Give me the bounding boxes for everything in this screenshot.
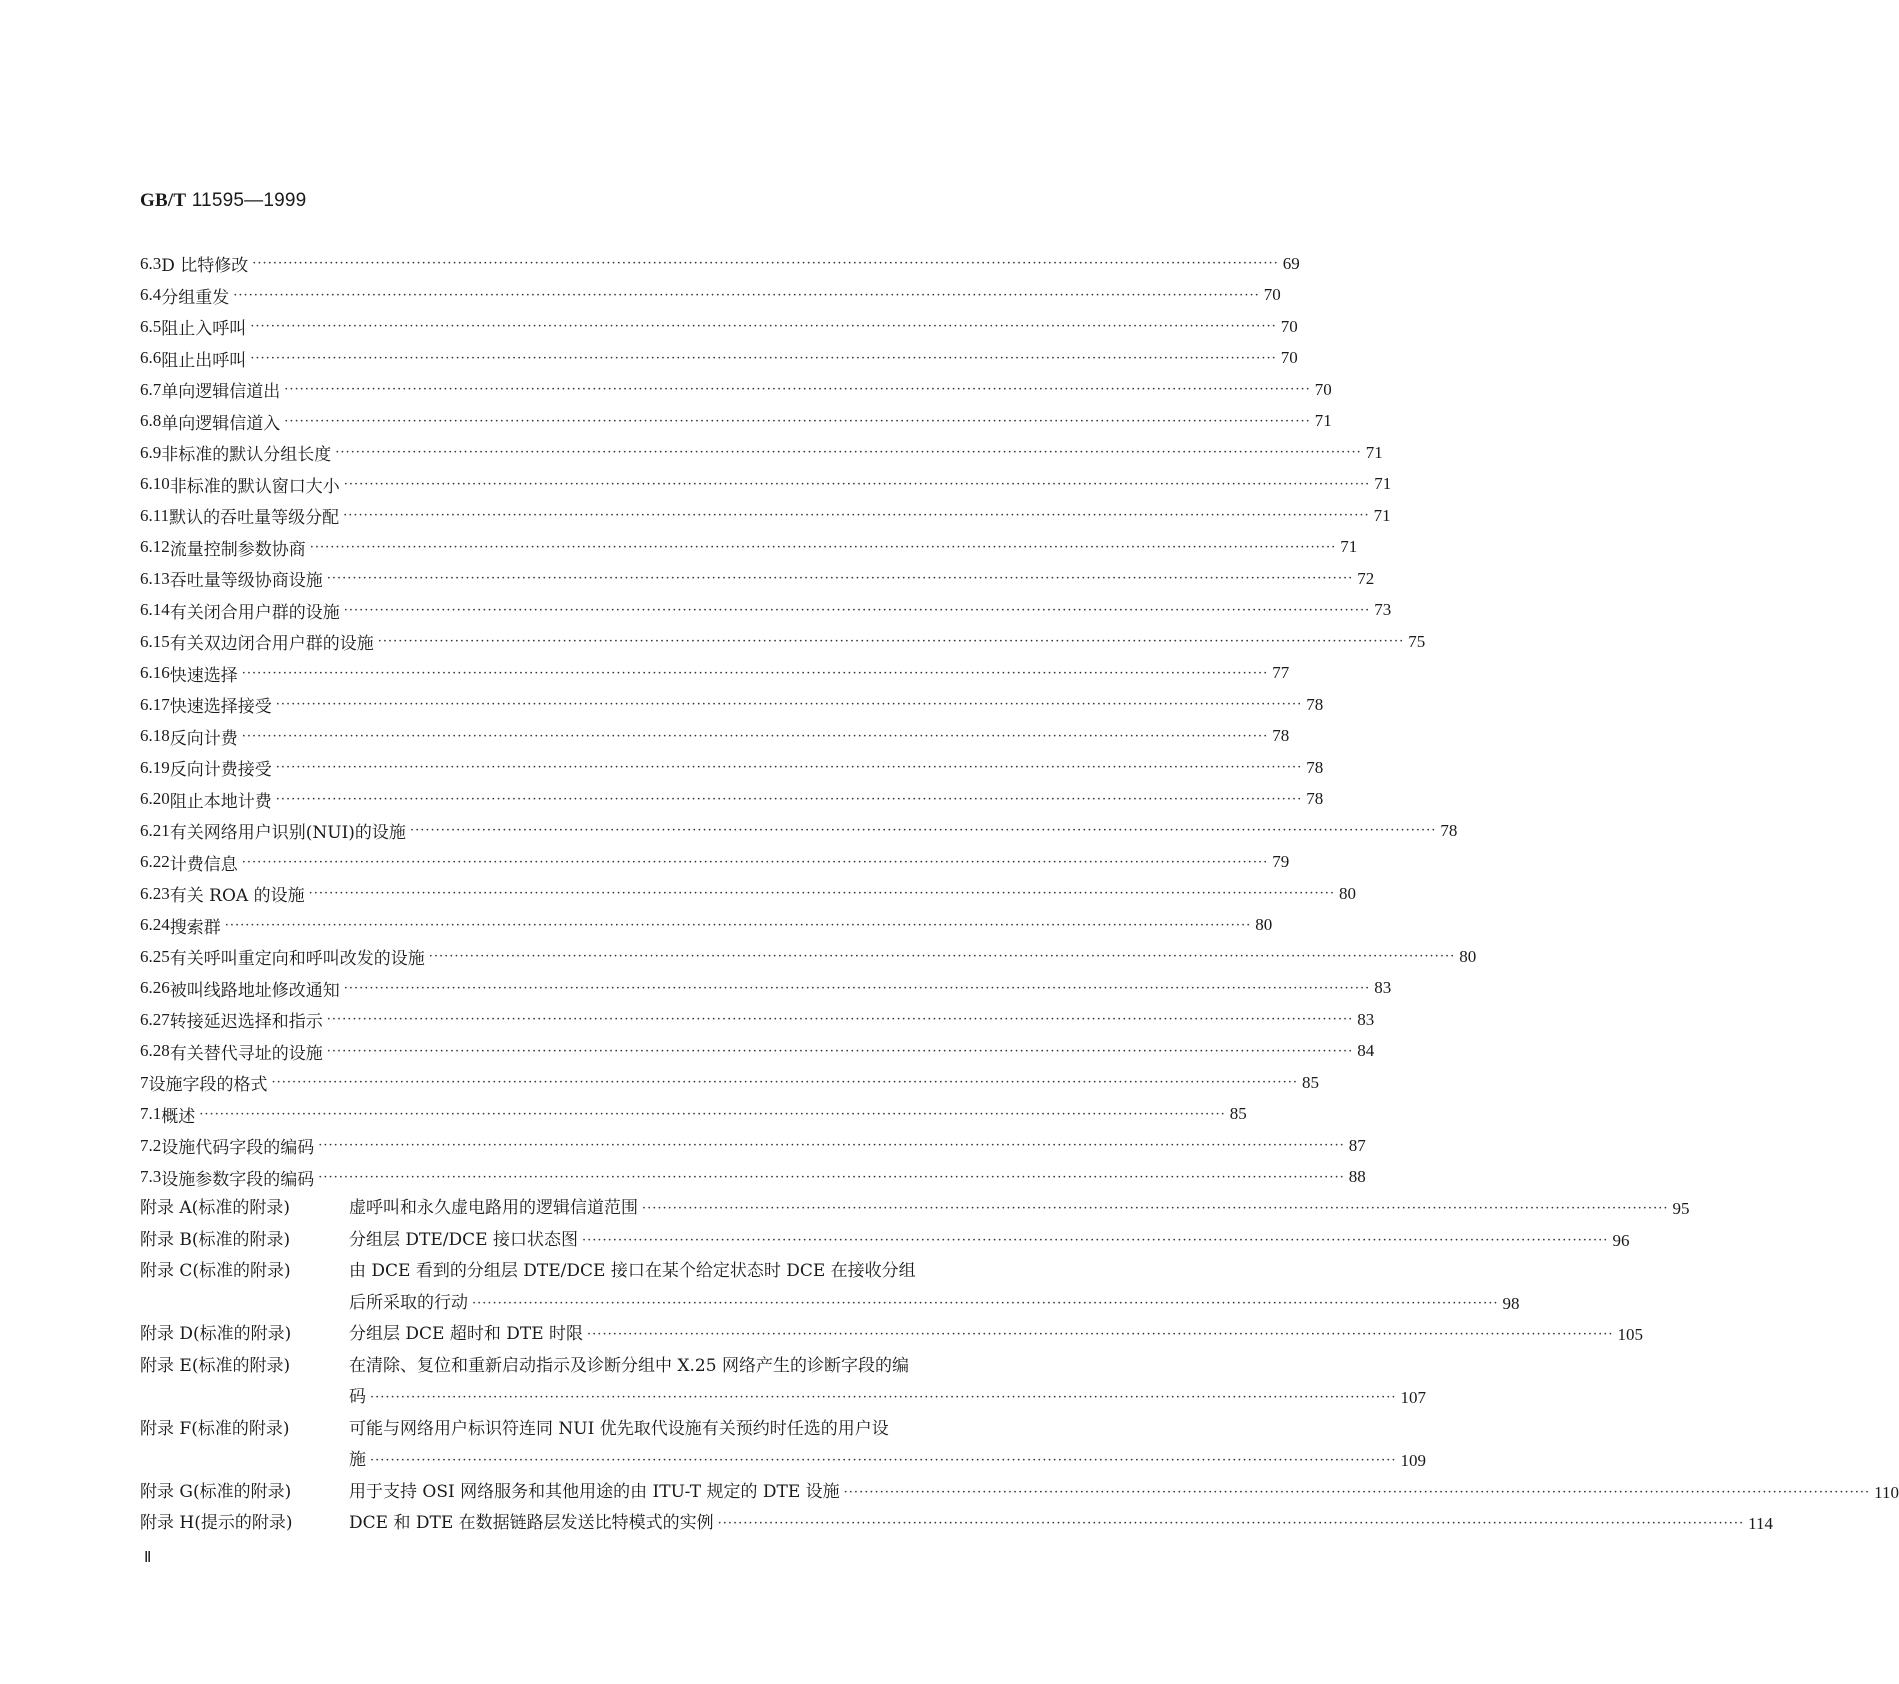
toc-entry[interactable] xyxy=(140,658,1290,690)
dot-leader: ········································································································································································································ xyxy=(241,665,1269,681)
toc-entry-title: 转接延迟选择和指示 xyxy=(169,1012,323,1033)
toc-entry[interactable] xyxy=(140,500,1391,532)
appendix-title: 施 xyxy=(349,1450,366,1470)
toc-entry-number: 6.4 xyxy=(140,285,162,305)
toc-entry-title: 阻止入呼叫 xyxy=(161,319,247,340)
toc-entry-title: 有关呼叫重定向和呼叫改发的设施 xyxy=(169,949,425,970)
appendix-title: DCE 和 DTE 在数据链路层发送比特模式的实例 xyxy=(349,1513,714,1533)
dot-leader: ········································································································································································································ xyxy=(642,1201,1669,1216)
appendix-body xyxy=(349,1477,1899,1509)
dot-leader: ········································································································································································································ xyxy=(335,445,1362,461)
appendix-label: 附录 D(标准的附录) xyxy=(140,1324,292,1344)
toc-entry[interactable] xyxy=(140,973,1392,1005)
dot-leader: ········································································································································································································ xyxy=(326,571,1354,587)
toc-entry-number: 6.7 xyxy=(140,379,162,399)
standard-prefix: GB/T xyxy=(140,190,187,211)
toc-entry-number: 6.12 xyxy=(140,537,170,557)
appendix-page: 107 xyxy=(1400,1388,1426,1407)
dot-leader: ········································································································································································································ xyxy=(343,980,1371,996)
toc-entry-number: 6.24 xyxy=(140,915,170,935)
toc-entry-number: 6.3 xyxy=(140,253,162,273)
toc-entry-page: 78 xyxy=(1272,726,1290,746)
dot-leader: ········································································································································································································ xyxy=(472,1295,1499,1311)
dot-leader: ········································································································································································································ xyxy=(199,1106,1226,1122)
toc-entry-page: 80 xyxy=(1339,883,1357,903)
appendix-page: 109 xyxy=(1400,1451,1426,1470)
standard-code: 11595—1999 xyxy=(186,190,307,211)
toc-entry-title: 有关替代寻址的设施 xyxy=(169,1043,323,1064)
dot-leader: ········································································································································································································ xyxy=(284,413,1311,429)
appendix-title-line xyxy=(349,1351,1426,1383)
appendix-label: 附录 A(标准的附录) xyxy=(140,1198,290,1218)
toc-entry-title: 吞吐量等级协商设施 xyxy=(169,571,323,592)
page-number-footer: Ⅱ xyxy=(144,1550,152,1566)
appendix-entry[interactable] xyxy=(140,1319,1644,1351)
appendix-entry[interactable] xyxy=(140,1477,1899,1509)
toc-entry-page: 78 xyxy=(1306,757,1324,777)
toc-entry-page: 71 xyxy=(1373,505,1391,525)
toc-entry-page: 78 xyxy=(1306,694,1324,714)
toc-entry-number: 6.16 xyxy=(140,663,170,683)
toc-entry-number: 6.28 xyxy=(140,1041,170,1061)
toc-entry-number: 6.11 xyxy=(140,505,170,525)
toc-entry-page: 71 xyxy=(1374,474,1392,494)
toc-entry-page: 84 xyxy=(1357,1041,1375,1061)
appendix-body xyxy=(349,1193,1689,1225)
toc-entry[interactable] xyxy=(140,311,1298,343)
dot-leader: ········································································································································································································ xyxy=(250,350,1277,366)
toc-entry-page: 72 xyxy=(1357,568,1375,588)
appendix-page: 96 xyxy=(1612,1230,1630,1250)
toc-entry-page: 70 xyxy=(1314,379,1332,399)
toc-entry-title: 概述 xyxy=(161,1106,196,1127)
dot-leader: ········································································································································································································ xyxy=(326,1012,1354,1028)
dot-leader: ········································································································································································································ xyxy=(409,823,1437,839)
toc-entry-title: D 比特修改 xyxy=(161,256,249,277)
appendix-page: 110 xyxy=(1874,1482,1899,1502)
document-header xyxy=(140,190,306,212)
appendix-title-line xyxy=(349,1288,1519,1320)
appendix-body xyxy=(349,1508,1773,1540)
appendix-entry[interactable] xyxy=(140,1351,1426,1414)
dot-leader: ········································································································································································································ xyxy=(252,256,1279,272)
toc-entry-title: 有关双边闭合用户群的设施 xyxy=(169,634,374,655)
dot-leader: ········································································································································································································ xyxy=(581,1232,1609,1248)
appendix-body xyxy=(349,1319,1643,1351)
toc-entry[interactable] xyxy=(140,1162,1366,1194)
toc-entry-number: 6.25 xyxy=(140,946,170,966)
appendix-label: 附录 E(标准的附录) xyxy=(140,1355,291,1376)
toc-entry-title: 设施字段的格式 xyxy=(148,1075,268,1096)
appendix-page: 98 xyxy=(1502,1293,1520,1313)
dot-leader: ········································································································································································································ xyxy=(224,917,1252,933)
toc-entry[interactable] xyxy=(140,721,1290,753)
toc-entry-number: 7.2 xyxy=(140,1135,162,1155)
appendix-label: 附录 G(标准的附录) xyxy=(140,1481,292,1502)
dot-leader: ········································································································································································································ xyxy=(308,886,1336,902)
toc-entry[interactable] xyxy=(140,469,1392,501)
dot-leader: ········································································································································································································ xyxy=(250,319,1277,335)
toc-entry[interactable] xyxy=(140,941,1477,973)
appendix-body xyxy=(349,1225,1629,1257)
toc-entry-page: 70 xyxy=(1280,348,1298,368)
dot-leader: ········································································································································································································ xyxy=(717,1516,1745,1531)
toc-entry[interactable] xyxy=(140,374,1332,406)
toc-entry[interactable] xyxy=(140,563,1375,595)
toc-entry-title: 默认的吞吐量等级分配 xyxy=(169,508,340,529)
appendix-label: 附录 H(提示的附录) xyxy=(140,1513,293,1533)
toc-entry-page: 83 xyxy=(1374,978,1392,998)
toc-entry[interactable] xyxy=(140,1130,1366,1162)
toc-entry-page: 77 xyxy=(1272,663,1290,683)
dot-leader: ········································································································································································································ xyxy=(377,634,1405,650)
toc-entry-page: 69 xyxy=(1282,253,1300,273)
toc-entry-number: 7.1 xyxy=(140,1104,162,1124)
toc-entry-title: 有关 ROA 的设施 xyxy=(169,886,305,907)
appendix-label: 附录 F(标准的附录) xyxy=(140,1418,290,1439)
dot-leader: ········································································································································································································ xyxy=(318,1138,1345,1154)
toc-entry-number: 6.21 xyxy=(140,820,170,840)
toc-entry-page: 70 xyxy=(1263,285,1281,305)
appendix-title-line xyxy=(349,1193,1689,1225)
toc-entry-page: 85 xyxy=(1301,1072,1319,1092)
toc-entry-number: 7.3 xyxy=(140,1167,162,1187)
toc-entry-title: 单向逻辑信道入 xyxy=(161,413,281,434)
appendix-title-line xyxy=(349,1319,1643,1351)
toc-entry-page: 79 xyxy=(1272,852,1290,872)
toc-entry[interactable] xyxy=(140,815,1458,847)
appendix-title-line xyxy=(349,1225,1629,1257)
toc-entry[interactable] xyxy=(140,1004,1375,1036)
toc-entry[interactable] xyxy=(140,343,1298,375)
appendix-title-line xyxy=(349,1256,1519,1288)
toc-entry[interactable] xyxy=(140,280,1281,312)
toc-entry-title: 反向计费 xyxy=(169,728,238,749)
appendix-body xyxy=(349,1351,1426,1414)
toc-entry[interactable] xyxy=(140,626,1426,658)
toc-entry-number: 6.19 xyxy=(140,757,170,777)
appendix-title: 虚呼叫和永久虚电路用的逻辑信道范围 xyxy=(349,1198,638,1218)
appendix-title-line xyxy=(349,1382,1426,1414)
dot-leader: ········································································································································································································ xyxy=(284,382,1311,398)
toc-entry-number: 6.13 xyxy=(140,568,170,588)
dot-leader: ········································································································································································································ xyxy=(275,760,1303,776)
toc-entry-page: 73 xyxy=(1374,600,1392,620)
toc-entry-title: 设施代码字段的编码 xyxy=(161,1138,315,1159)
dot-leader: ········································································································································································································ xyxy=(233,287,1260,303)
toc-entry[interactable] xyxy=(140,878,1357,910)
toc-entry[interactable] xyxy=(140,1067,1319,1099)
appendix-page: 95 xyxy=(1672,1199,1690,1218)
toc-entry-number: 7 xyxy=(140,1072,149,1092)
appendix-title-line xyxy=(349,1445,1426,1477)
appendix-title: 可能与网络用户标识符连同 NUI 优先取代设施有关预约时任选的用户设 xyxy=(349,1418,889,1439)
toc-entry-number: 6.8 xyxy=(140,411,162,431)
toc-entry-page: 80 xyxy=(1255,915,1273,935)
appendix-title: 分组层 DTE/DCE 接口状态图 xyxy=(349,1229,578,1250)
toc-entry-page: 78 xyxy=(1440,820,1458,840)
dot-leader: ········································································································································································································ xyxy=(275,791,1303,807)
toc-entry-title: 搜索群 xyxy=(169,917,221,938)
toc-entry-title: 流量控制参数协商 xyxy=(169,539,306,560)
toc-entry-number: 6.26 xyxy=(140,978,170,998)
toc-entry-title: 被叫线路地址修改通知 xyxy=(169,980,340,1001)
toc-entry-number: 6.17 xyxy=(140,694,170,714)
toc-entry[interactable] xyxy=(140,910,1273,942)
appendix-title: 码 xyxy=(349,1387,366,1407)
toc-entry-page: 71 xyxy=(1340,537,1358,557)
appendix-label: 附录 B(标准的附录) xyxy=(140,1229,291,1250)
toc-entry-page: 78 xyxy=(1306,789,1324,809)
toc-entry-title: 阻止本地计费 xyxy=(169,791,272,812)
appendix-page: 114 xyxy=(1748,1514,1773,1533)
toc-entry[interactable] xyxy=(140,248,1300,280)
toc-entry-title: 非标准的默认分组长度 xyxy=(161,445,332,466)
toc-entry-title: 有关闭合用户群的设施 xyxy=(169,602,340,623)
appendix-label: 附录 C(标准的附录) xyxy=(140,1261,291,1281)
appendix-entry[interactable] xyxy=(140,1225,1630,1257)
dot-leader: ········································································································································································································ xyxy=(343,476,1371,492)
toc-entry-page: 85 xyxy=(1229,1104,1247,1124)
toc-entry-number: 6.5 xyxy=(140,316,162,336)
toc-entry-title: 有关网络用户识别(NUI)的设施 xyxy=(169,823,406,844)
toc-entry-page: 75 xyxy=(1408,631,1426,651)
dot-leader: ········································································································································································································ xyxy=(309,539,1337,555)
appendix-entry[interactable] xyxy=(140,1193,1690,1225)
appendix-title-line xyxy=(349,1414,1426,1446)
appendix-page: 105 xyxy=(1617,1325,1644,1344)
toc-entry-number: 6.20 xyxy=(140,789,170,809)
toc-entry[interactable] xyxy=(140,595,1392,627)
toc-entry[interactable] xyxy=(140,532,1358,564)
toc-entry-number: 6.10 xyxy=(140,474,170,494)
toc-entry-title: 分组重发 xyxy=(161,287,230,308)
dot-leader: ········································································································································································································ xyxy=(343,602,1371,618)
dot-leader: ········································································································································································································ xyxy=(275,697,1303,713)
toc-entry-number: 6.23 xyxy=(140,883,170,903)
appendix-title-line xyxy=(349,1477,1899,1509)
toc-entry-title: 快速选择 xyxy=(169,665,238,686)
toc-entry-page: 83 xyxy=(1357,1009,1375,1029)
dot-leader: ········································································································································································································ xyxy=(370,1453,1397,1468)
dot-leader: ········································································································································································································ xyxy=(370,1390,1397,1405)
toc-entry-number: 6.15 xyxy=(140,631,170,651)
appendix-title: 分组层 DCE 超时和 DTE 时限 xyxy=(349,1324,584,1344)
dot-leader: ········································································································································································································ xyxy=(326,1043,1354,1059)
dot-leader: ········································································································································································································ xyxy=(843,1484,1871,1500)
appendix-entry[interactable] xyxy=(140,1414,1426,1477)
appendix-body xyxy=(349,1414,1426,1477)
toc-entry-page: 80 xyxy=(1459,946,1477,966)
toc-entry-number: 6.22 xyxy=(140,852,170,872)
toc-entry-page: 87 xyxy=(1348,1135,1366,1155)
dot-leader: ········································································································································································································ xyxy=(271,1075,1298,1091)
toc-entry-title: 计费信息 xyxy=(169,854,238,875)
toc-entry-number: 6.9 xyxy=(140,442,162,462)
toc-entry[interactable] xyxy=(140,437,1383,469)
dot-leader: ········································································································································································································ xyxy=(587,1327,1614,1342)
toc-entry-title: 反向计费接受 xyxy=(169,760,272,781)
toc-entry-title: 阻止出呼叫 xyxy=(161,350,247,371)
toc-entry-title: 设施参数字段的编码 xyxy=(161,1169,315,1190)
dot-leader: ········································································································································································································ xyxy=(241,728,1269,744)
toc-entry[interactable] xyxy=(140,1036,1375,1068)
toc-entry-page: 71 xyxy=(1314,411,1332,431)
toc-entry-page: 71 xyxy=(1365,442,1383,462)
appendix-title: 由 DCE 看到的分组层 DTE/DCE 接口在某个给定状态时 DCE 在接收分组 xyxy=(349,1261,916,1281)
toc-entry-title: 单向逻辑信道出 xyxy=(161,382,281,403)
toc-entry-number: 6.27 xyxy=(140,1009,170,1029)
appendix-entry[interactable] xyxy=(140,1256,1520,1319)
toc-entry-page: 70 xyxy=(1280,316,1298,336)
toc-entry-number: 6.14 xyxy=(140,600,170,620)
appendix-title-line xyxy=(349,1508,1773,1540)
toc-entry-number: 6.6 xyxy=(140,348,162,368)
toc-entry[interactable] xyxy=(140,406,1332,438)
appendix-title: 用于支持 OSI 网络服务和其他用途的由 ITU-T 规定的 DTE 设施 xyxy=(349,1481,840,1502)
toc-entry-number: 6.18 xyxy=(140,726,170,746)
dot-leader: ········································································································································································································ xyxy=(428,949,1456,965)
toc-entry[interactable] xyxy=(140,784,1324,816)
appendix-title: 后所采取的行动 xyxy=(349,1292,468,1313)
toc-entry-title: 快速选择接受 xyxy=(169,697,272,718)
appendix-body xyxy=(349,1256,1519,1319)
toc-entry[interactable] xyxy=(140,847,1290,879)
dot-leader: ········································································································································································································ xyxy=(343,508,1370,524)
toc-entry[interactable] xyxy=(140,1099,1247,1131)
appendix-title: 在清除、复位和重新启动指示及诊断分组中 X.25 网络产生的诊断字段的编 xyxy=(349,1355,909,1376)
appendix-entry[interactable] xyxy=(140,1508,1773,1540)
toc-entry[interactable] xyxy=(140,752,1324,784)
toc-entry-page: 88 xyxy=(1348,1167,1366,1187)
dot-leader: ········································································································································································································ xyxy=(318,1169,1345,1185)
toc-entry-title: 非标准的默认窗口大小 xyxy=(169,476,340,497)
dot-leader: ········································································································································································································ xyxy=(241,854,1269,870)
toc-entry[interactable] xyxy=(140,689,1324,721)
table-of-contents xyxy=(140,248,1899,1540)
